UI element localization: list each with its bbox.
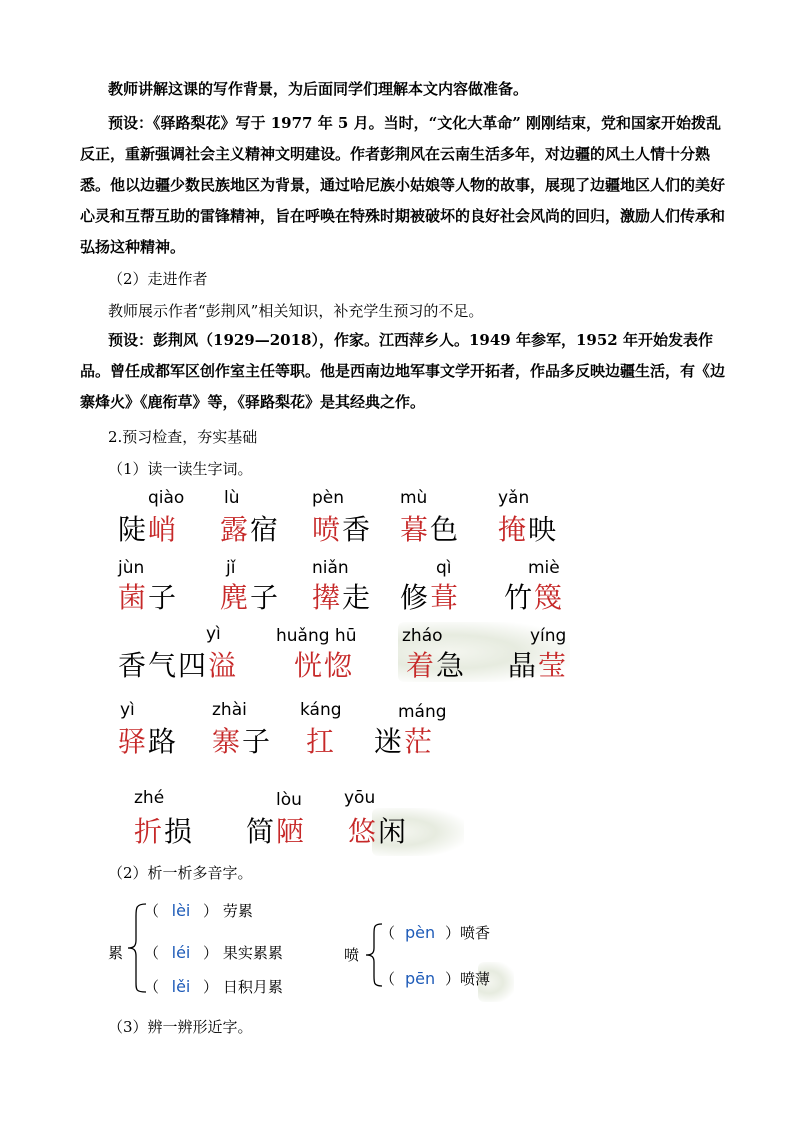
polyphone-item: （ pēn ）喷薄 [380, 969, 491, 988]
polyphone-item: （ lěi ） 日积月累 [144, 977, 283, 996]
polyphone-item: （ léi ） 果实累累 [144, 943, 283, 962]
polyphone-char: 喷 [344, 946, 360, 964]
paragraph-author-intro: 教师展示作者“彭荆风”相关知识，补充学生预习的不足。 [108, 302, 484, 320]
polyphone-group-pen [344, 918, 524, 992]
section-heading-read-words: （1）读一读生字词。 [108, 460, 253, 478]
polyphone-item: （ lèi ） 劳累 [144, 901, 253, 920]
section-heading-author: （2）走进作者 [108, 270, 208, 288]
section-heading-preview: 2.预习检查，夯实基础 [108, 428, 258, 446]
paragraph-background-intro: 教师讲解这课的写作背景，为后面同学们理解本文内容做准备。 [108, 80, 529, 98]
polyphone-group-lei [108, 896, 318, 1000]
section-heading-polyphones: （2）析一析多音字。 [108, 864, 253, 882]
polyphone-char: 累 [108, 944, 124, 962]
polyphone-item: （ pèn ）喷香 [380, 923, 491, 942]
document-page: 教师讲解这课的写作背景，为后面同学们理解本文内容做准备。 预设：《驿路梨花》写于 1977 年 5 月。当时，“文化大革命” 刚刚结束，党和国家开始拨乱反正，重新强调社会主义精神文明建设。作者彭荆风在云南生活多年，对边疆的风土人情十分熟悉。他以边疆少数民族地区为背景，通过哈尼族小姑娘等人物的故事，展现了边疆地区人们的美好心灵和互帮互助的雷锋精神，旨在呼唤在特殊时期被破坏的良好社会风尚的回归，激励人们传承和弘扬这种精神。 （2）走进作者 教师展示作者“彭荆风”相关知识，补充学生预习的不足。 预设：彭荆风（1929—2018），作家。江西萍乡人。1949 年参军，1952 年开始发表作品。曾任成都军区创作室主任等职。他是西南边地军事文学开拓者，作品多反映边疆生活，有《边寨烽火》《鹿衔草》等，《驿路梨花》是其经典之作。 2.预习检查，夯实基础 （1）读一读生字词。 qiào 陡峭 lù 露宿 pèn 喷香 mù 暮色 yǎn 掩映 jùn 菌子 jǐ 麂子 niǎn 撵走 qì 修葺 miè 竹篾 yì 香气四溢 huǎng hū 恍惚 zháo 着急 yíng 晶莹 yì 驿路 zhài 寨子 káng 扛 máng 迷茫 zhé 折损 lòu 简陋 yōu 悠闲 （2）析一析多音字。 累 （ lèi ） 劳累 （ léi ） 果实累累 （ lěi ） 日积月累 喷 （ pèn ）喷香 （ pēn ）喷薄 （3）辨一辨形近字。 [0, 0, 794, 1123]
section-heading-similar-chars: （3）辨一辨形近字。 [108, 1018, 253, 1036]
paragraph-background-preset: 预设：《驿路梨花》写于 1977 年 5 月。当时，“文化大革命” 刚刚结束，党和国家开始拨乱反正，重新强调社会主义精神文明建设。作者彭荆风在云南生活多年，对边疆的风土人情十分熟悉。他以边疆少数民族地区为背景，通过哈尼族小姑娘等人物的故事，展现了边疆地区人们的美好心灵和互帮互助的雷锋精神，旨在呼唤在特殊时期被破坏的良好社会风尚的回归，激励人们传承和弘扬这种精神。 [80, 114, 726, 256]
paragraph-author-preset: 预设：彭荆风（1929—2018），作家。江西萍乡人。1949 年参军，1952 年开始发表作品。曾任成都军区创作室主任等职。他是西南边地军事文学开拓者，作品多反映边疆生活，有《边寨烽火》《鹿衔草》等，《驿路梨花》是其经典之作。 [80, 331, 726, 411]
